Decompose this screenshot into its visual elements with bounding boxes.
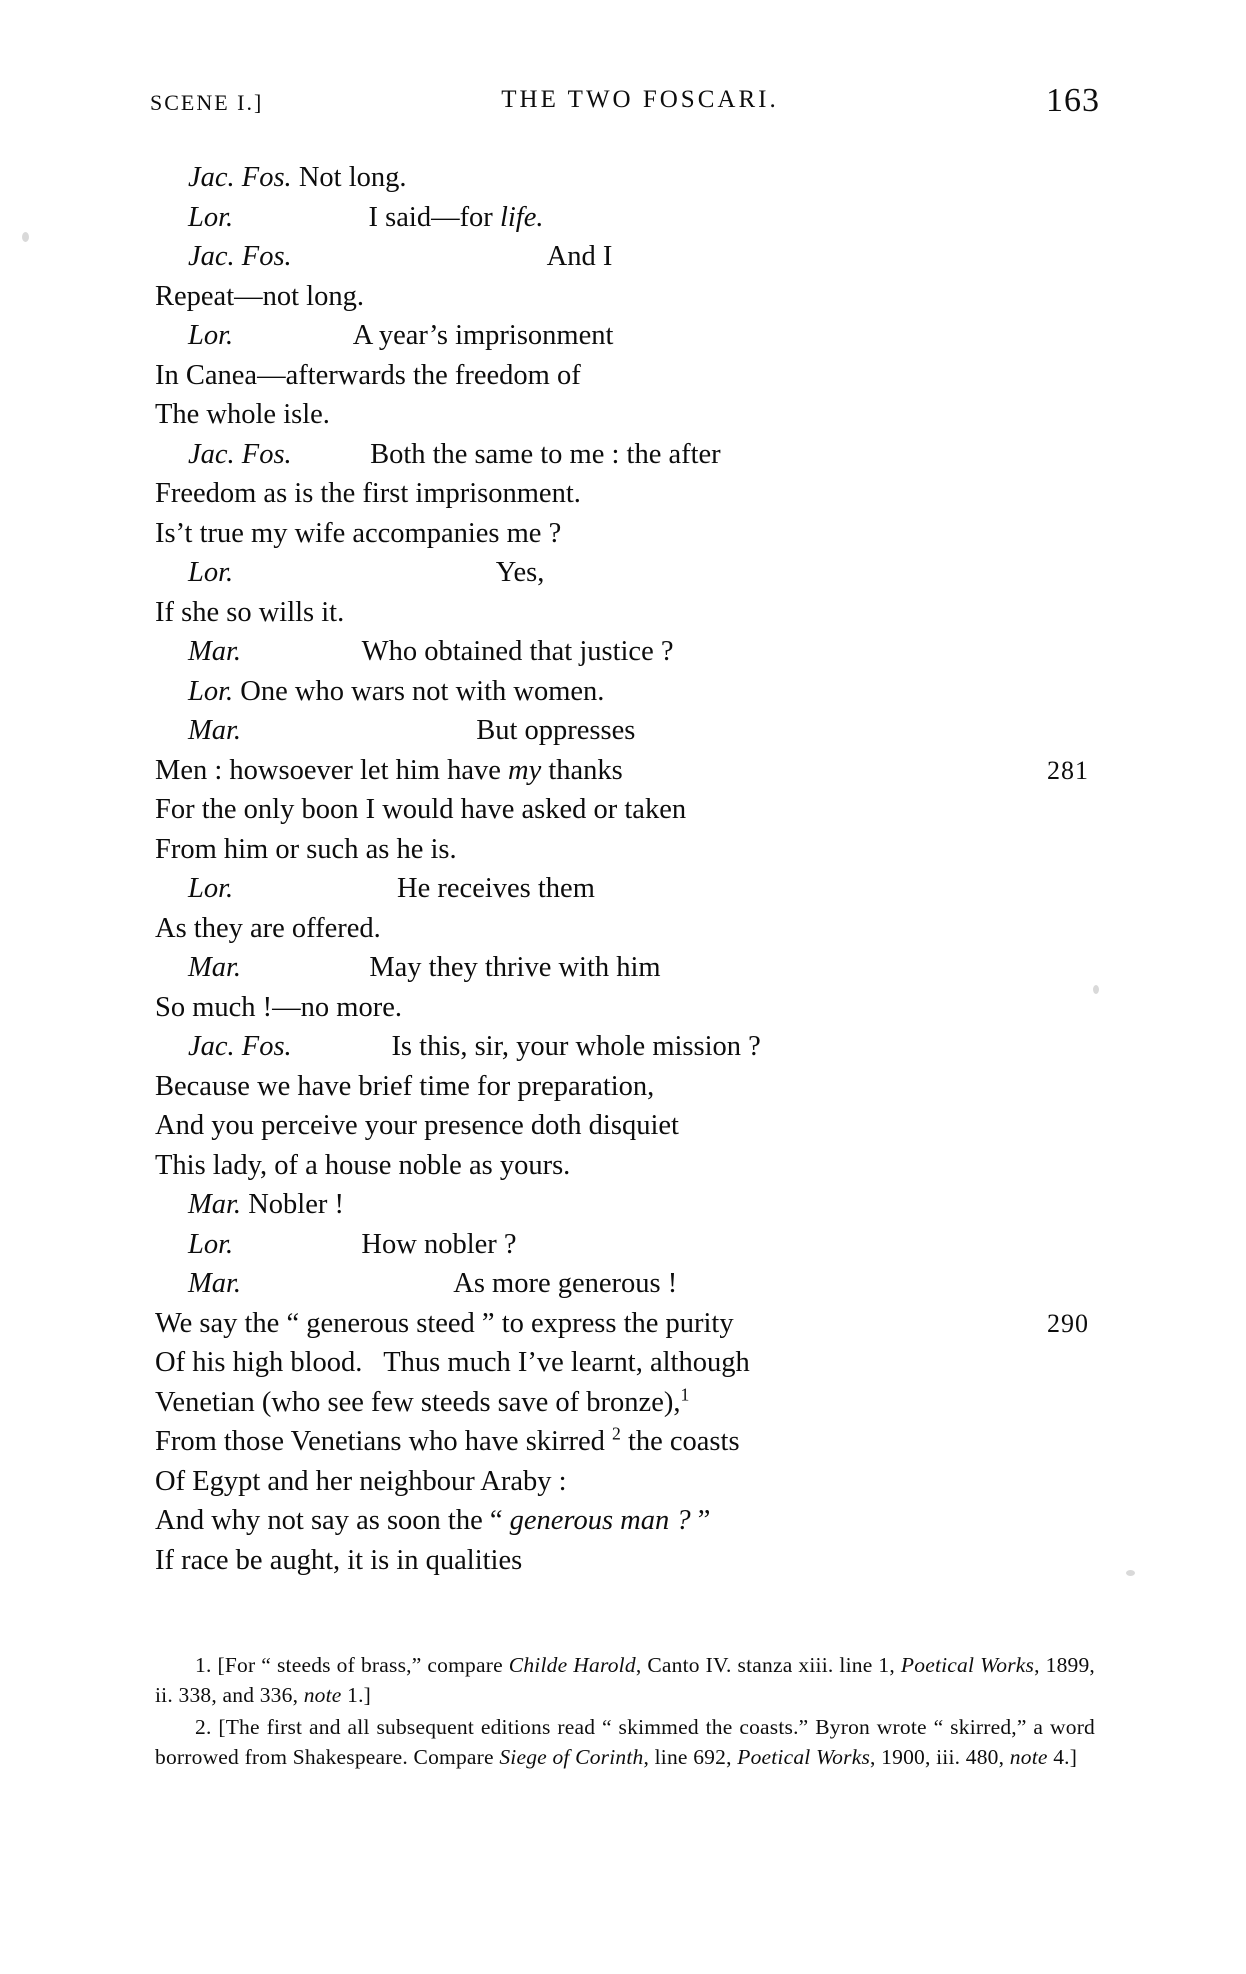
verse-line: [155, 751, 1095, 791]
verse-line: [155, 1501, 1095, 1541]
verse-line: [155, 237, 1095, 277]
italic-text: Lor.: [188, 675, 234, 707]
text-run: 4.]: [1047, 1745, 1078, 1769]
verse-line: [155, 988, 1095, 1028]
italic-text: Lor.: [188, 1228, 234, 1260]
line-number: 290: [1047, 1308, 1089, 1338]
text-run: Is this, sir, your whole mission ?: [291, 1031, 761, 1062]
verse-line: [155, 1304, 1095, 1344]
italic-text: Poetical Works: [900, 1653, 1035, 1677]
text-run: Yes,: [233, 557, 545, 588]
verse-line: [155, 632, 1095, 672]
text-run: 2. [The first and all subsequent editions read “ skimmed the coasts.” Byron wrote “ skirred,” a word borrowed from Shakespeare. Compare: [155, 1715, 1095, 1769]
verse-line: [155, 1462, 1095, 1502]
paper-speck: [1126, 1570, 1135, 1576]
text-run: Venetian (who see few steeds save of bronze),: [155, 1386, 681, 1418]
text-run: Of Egypt and her neighbour Araby :: [155, 1465, 567, 1497]
verse-line: [155, 356, 1095, 396]
italic-text: Jac. Fos.: [188, 241, 292, 272]
footnote: [155, 1650, 1095, 1710]
verse-line: [155, 948, 1095, 988]
verse-line: [155, 1383, 1095, 1423]
text-run: We say the “ generous steed ” to express the purity: [155, 1307, 734, 1339]
verse-line: [155, 711, 1095, 751]
text-run: , 1900, iii. 480,: [870, 1745, 1010, 1769]
text-run: , 1899, ii. 338, and 336,: [155, 1653, 1096, 1707]
text-run: As they are offered.: [155, 912, 381, 944]
verse-line: [155, 158, 1095, 198]
italic-text: Mar.: [188, 636, 242, 667]
italic-text: Mar.: [188, 1268, 242, 1299]
italic-text: Lor.: [188, 557, 234, 588]
italic-text: Lor.: [188, 873, 234, 904]
verse-body: [155, 158, 1095, 1580]
text-run: If she so wills it.: [155, 596, 345, 628]
text-run: A year’s imprisonment: [233, 320, 614, 351]
text-run: Freedom as is the first imprisonment.: [155, 478, 581, 509]
verse-line: [155, 1067, 1095, 1107]
scene-marker: SCENE I.]: [150, 90, 264, 115]
italic-text: Mar.: [188, 715, 242, 746]
italic-text: generous man ?: [509, 1505, 691, 1536]
verse-line: [155, 593, 1095, 633]
text-run: ”: [690, 1505, 711, 1536]
verse-line: [155, 1264, 1095, 1304]
text-run: And you perceive your presence doth disquiet: [155, 1110, 679, 1141]
text-run: He receives them: [233, 873, 595, 904]
verse-line: [155, 672, 1095, 712]
verse-line: [155, 553, 1095, 593]
verse-line: [155, 830, 1095, 870]
italic-text: Mar.: [188, 952, 242, 983]
verse-line: [155, 1343, 1095, 1383]
italic-text: Jac. Fos.: [188, 1031, 292, 1062]
text-run: the coasts: [620, 1426, 740, 1457]
verse-line: [155, 869, 1095, 909]
text-run: And I: [291, 241, 613, 272]
verse-line: [155, 909, 1095, 949]
text-run: This lady, of a house noble as yours.: [155, 1149, 571, 1181]
text-run: If race be aught, it is in qualities: [155, 1544, 523, 1576]
italic-text: note: [303, 1683, 342, 1707]
text-run: Men : howsoever let him have: [155, 754, 508, 786]
footnote-marker: 1: [680, 1384, 690, 1404]
italic-text: Lor.: [188, 320, 234, 351]
italic-text: Mar.: [188, 1189, 242, 1220]
verse-line: [155, 1027, 1095, 1067]
line-reference: 1: [878, 1653, 890, 1677]
text-run: How nobler ?: [233, 1228, 517, 1260]
text-run: Not long.: [291, 162, 407, 193]
italic-text: Siege of Corinth: [499, 1745, 644, 1769]
text-run: One who wars not with women.: [233, 675, 605, 707]
footnote-indent: [155, 1715, 195, 1739]
text-run: , Canto IV. stanza xiii. line: [635, 1653, 879, 1677]
text-run: 1.]: [341, 1683, 372, 1707]
text-run: Nobler !: [241, 1189, 344, 1220]
verse-line: [155, 1541, 1095, 1581]
text-run: From him or such as he is.: [155, 833, 457, 865]
footnotes-section: [155, 1650, 1095, 1774]
verse-line: [155, 514, 1095, 554]
italic-text: my: [508, 754, 542, 786]
text-run: thanks: [541, 754, 623, 786]
text-run: The whole isle.: [155, 399, 330, 430]
verse-line: [155, 790, 1095, 830]
footnote-marker: 2: [611, 1423, 621, 1444]
line-number: 281: [1047, 755, 1089, 785]
text-run: I said—for: [233, 201, 500, 233]
text-run: Both the same to me : the after: [291, 438, 721, 470]
text-run: For the only boon I would have asked or taken: [155, 794, 687, 825]
text-run: , line 692,: [643, 1745, 738, 1769]
footnote-indent: [155, 1653, 195, 1677]
text-run: Who obtained that justice ?: [241, 636, 674, 667]
text-run: From those Venetians who have skirred: [155, 1426, 612, 1457]
verse-line: [155, 1225, 1095, 1265]
italic-text: Jac. Fos.: [188, 162, 292, 193]
verse-line: [155, 277, 1095, 317]
verse-line: [155, 435, 1095, 475]
italic-text: Childe Harold: [508, 1653, 636, 1677]
text-run: Is’t true my wife accompanies me ?: [155, 517, 562, 549]
italic-text: life.: [499, 201, 544, 233]
text-run: In Canea—afterwards the freedom of: [155, 359, 581, 391]
text-run: Repeat—not long.: [155, 280, 364, 312]
verse-line: [155, 1106, 1095, 1146]
italic-text: note: [1009, 1745, 1048, 1769]
text-run: ,: [889, 1653, 901, 1677]
verse-line: [155, 1146, 1095, 1186]
text-run: 1. [For “ steeds of brass,” compare: [195, 1653, 509, 1677]
verse-line: [155, 198, 1095, 238]
verse-line: [155, 1185, 1095, 1225]
italic-text: Jac. Fos.: [188, 438, 292, 470]
italic-text: Poetical Works: [737, 1745, 871, 1769]
text-run: But oppresses: [241, 715, 636, 746]
text-run: Because we have brief time for preparation,: [155, 1070, 655, 1102]
verse-line: [155, 474, 1095, 514]
running-head: [150, 82, 1100, 126]
verse-line: [155, 1422, 1095, 1462]
text-run: So much !—no more.: [155, 991, 402, 1023]
text-run: As more generous !: [241, 1268, 678, 1299]
italic-text: Lor.: [188, 201, 234, 233]
paper-speck: [22, 232, 29, 242]
footnote: [155, 1712, 1095, 1772]
verse-line: [155, 316, 1095, 356]
page-title: THE TWO FOSCARI.: [501, 86, 779, 113]
page-number: 163: [1046, 82, 1100, 119]
text-run: Of his high blood. Thus much I’ve learnt, although: [155, 1347, 750, 1378]
text-run: And why not say as soon the “: [155, 1505, 510, 1536]
text-run: May they thrive with him: [241, 952, 661, 983]
verse-line: [155, 395, 1095, 435]
